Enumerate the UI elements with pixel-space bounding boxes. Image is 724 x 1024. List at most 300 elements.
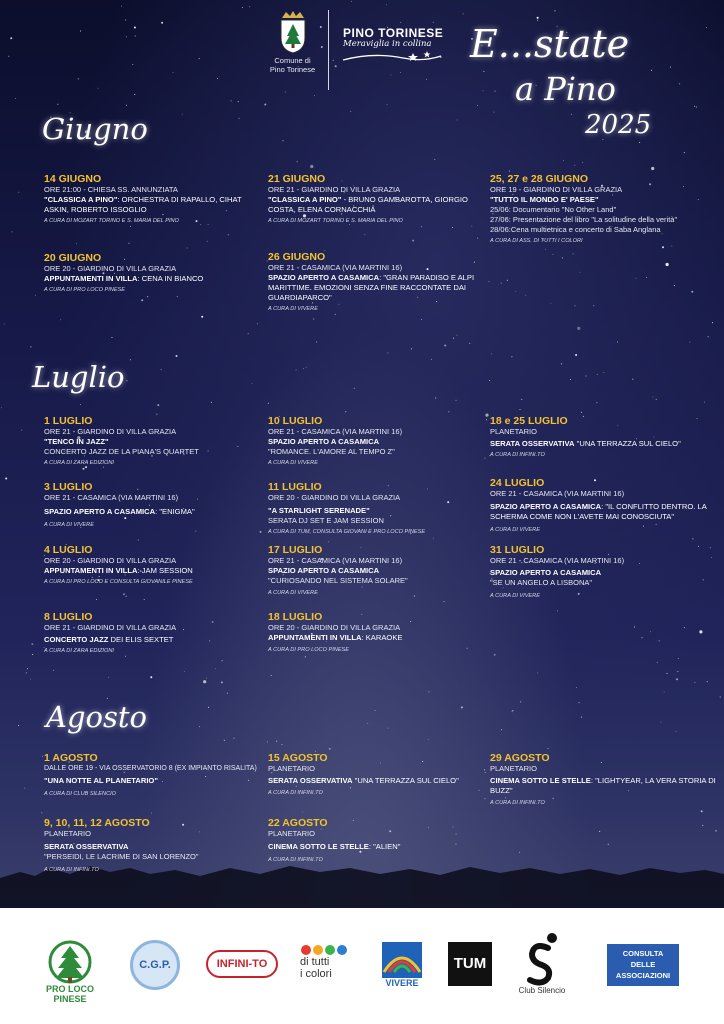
star: [550, 303, 551, 304]
event-desc: : "IL CONFLITTO DENTRO. LA SCHERMA COME NON L'AVETE MAI CONOSCIUTA": [490, 502, 707, 521]
cgp-logo: [130, 940, 180, 990]
star: [252, 383, 253, 384]
festival-year: 2025: [585, 110, 652, 140]
star: [520, 701, 521, 702]
event-name: [490, 776, 720, 796]
event-desc: CONCERTO JAZZ DE LA PIANA'S QUARTET: [44, 447, 199, 456]
star: [316, 342, 317, 343]
event-title: APPUNTAMENTI IN VILLA: [44, 566, 138, 575]
star: [125, 656, 126, 657]
infinito-label: INFINI-TO: [216, 958, 268, 970]
star: [297, 161, 298, 162]
event-name: [490, 502, 720, 522]
star: [617, 342, 618, 343]
event-time: ORE 21 - CASAMICA (VIA MARTINI 16): [268, 556, 403, 565]
star: [699, 630, 702, 633]
star: [222, 660, 223, 661]
star: [507, 280, 508, 281]
star: [27, 668, 28, 669]
pine-tree-icon: [45, 940, 95, 984]
event-date: 21 GIUGNO: [268, 173, 326, 185]
star: [603, 372, 604, 373]
star: [720, 697, 721, 698]
star: [521, 399, 522, 400]
star: [161, 369, 162, 370]
event-program-line: 27/06: Presentazione del libro "La solitudine della verità": [490, 215, 678, 224]
star: [704, 402, 705, 403]
event-name: [490, 439, 720, 449]
star: [24, 788, 25, 789]
star: [177, 296, 178, 297]
event-desc: "ROMANCE. L'AMORE AL TEMPO Z": [268, 447, 395, 456]
event-title: SPAZIO APERTO A CASAMICA: [268, 566, 380, 575]
star: [354, 388, 355, 389]
month-heading-july: Luglio: [32, 360, 125, 394]
event-name: [44, 776, 266, 786]
event-card: [44, 611, 274, 655]
event-date: 17 LUGLIO: [268, 544, 323, 556]
star: [296, 370, 297, 371]
festival-title-line2: a Pino: [515, 70, 616, 108]
event-title: CINEMA SOTTO LE STELLE: [490, 776, 591, 785]
event-name: [268, 776, 498, 786]
star: [435, 398, 436, 399]
event-card: [490, 752, 720, 807]
star: [18, 192, 19, 193]
event-title: CINEMA SOTTO LE STELLE: [268, 842, 369, 851]
star: [574, 165, 575, 166]
star: [248, 333, 249, 334]
star: [575, 354, 577, 356]
star: [387, 104, 388, 105]
event-name: [268, 273, 483, 303]
proloco-label: PRO LOCO PINESE: [45, 984, 94, 1004]
event-credit: A CURA DI VIVERE: [490, 527, 540, 533]
infinito-logo: [206, 950, 278, 978]
event-program-line: 25/06: Documentario "No Other Land": [490, 205, 617, 214]
event-card: [268, 752, 498, 797]
star: [562, 257, 563, 258]
star: [32, 654, 33, 655]
star: [691, 291, 693, 293]
event-card: [268, 173, 483, 225]
star: [224, 740, 225, 741]
event-desc: : "GRAN PARADISO E ALPI MARITTIME. EMOZIONI SENZA FINE RACCONTATE DAI GUARDIAPARCO": [268, 273, 475, 302]
event-title: SPAZIO APERTO A CASAMICA: [490, 502, 602, 511]
event-date: 11 LUGLIO: [268, 481, 322, 493]
event-title: SERATA OSSERVATIVA: [44, 842, 129, 851]
star: [642, 637, 643, 638]
event-name: [44, 195, 249, 215]
event-card: [490, 173, 718, 245]
event-credit: A CURA DI PRO LOCO PINESE: [44, 287, 126, 293]
event-card: [490, 477, 720, 534]
star: [151, 813, 152, 814]
event-desc: - BRUNO GAMBAROTTA, GIORGIO COSTA, ELENA CORNACCHIA: [268, 195, 468, 214]
event-title: APPUNTAMENTI IN VILLA: [44, 274, 138, 283]
cgp-label: C.G.P.: [139, 959, 171, 971]
star: [701, 810, 703, 812]
event-name: [268, 437, 498, 447]
star: [239, 118, 240, 119]
club-silencio-logo: [510, 932, 574, 995]
star: [26, 672, 27, 673]
star: [215, 668, 216, 669]
event-card: [44, 752, 266, 798]
event-time: ORE 21:00 - CHIESA SS. ANNUNZIATA: [44, 185, 178, 194]
star: [485, 798, 486, 799]
event-title: "CLASSICA A PINO": [268, 195, 342, 204]
event-credit: A CURA DI PRO LOCO PINESE: [268, 647, 350, 653]
event-desc: : CENA IN BIANCO: [137, 274, 204, 283]
star: [60, 319, 61, 320]
event-desc: : KARAOKE: [361, 633, 403, 642]
event-title: SERATA OSSERVATIVA: [490, 439, 575, 448]
event-card: [44, 817, 274, 874]
event-card: [44, 252, 249, 294]
event-program-line: 28/06:Cena multietnica e concerto di Saba Anglana: [490, 225, 661, 234]
star: [501, 729, 502, 730]
event-name: [268, 566, 498, 576]
event-credit: A CURA DI ZARA EDIZIONI: [44, 648, 114, 654]
star: [677, 671, 678, 672]
star: [310, 165, 313, 168]
event-card: [268, 817, 498, 864]
event-card: [44, 481, 274, 529]
star: [461, 706, 463, 708]
star: [431, 359, 432, 360]
star: [684, 627, 685, 628]
sponsor-footer: [0, 908, 724, 1024]
event-card: [268, 415, 498, 467]
star: [42, 756, 43, 757]
star: [31, 643, 33, 645]
star: [471, 226, 472, 227]
vivere-logo: [382, 942, 422, 988]
star: [112, 337, 113, 338]
brand-tagline: Meraviglia in collina: [343, 39, 432, 49]
rainbow-people-icon: [382, 942, 422, 978]
event-date: 24 LUGLIO: [490, 477, 545, 489]
event-time: PLANETARIO: [268, 829, 315, 838]
star: [702, 825, 703, 826]
star: [712, 322, 713, 323]
star: [674, 285, 675, 286]
star: [581, 412, 582, 413]
event-desc: "SE UN ANGELO A LISBONA": [490, 578, 593, 587]
tum-label: TUM: [453, 955, 487, 972]
event-name: [44, 635, 274, 645]
star: [666, 263, 669, 266]
event-desc: : ORCHESTRA DI RAPALLO, CIHAT ASKIN, ROBERTO ISSOGLIO: [44, 195, 242, 214]
star: [561, 363, 562, 364]
event-title: "TENCO IN JAZZ": [44, 437, 109, 446]
star: [456, 400, 457, 401]
star: [597, 374, 598, 375]
star: [511, 356, 512, 357]
star: [260, 531, 262, 533]
star: [80, 404, 81, 405]
star: [257, 323, 258, 324]
star: [126, 596, 127, 597]
star: [520, 409, 521, 410]
event-desc: : JAM SESSION: [137, 566, 193, 575]
star: [207, 241, 208, 242]
club-silencio-label: Club Silencio: [518, 986, 566, 995]
event-desc: "PERSEIDI, LE LACRIME DI SAN LORENZO": [44, 852, 199, 861]
star: [671, 246, 672, 247]
star: [708, 336, 709, 337]
event-credit: A CURA DI VIVERE: [268, 590, 318, 596]
star: [444, 345, 446, 347]
event-credit: A CURA DI INFINI.TO: [268, 790, 323, 796]
event-credit: A CURA DI TUM, CONSULTA GIOVANI E PRO LOCO PINESE: [268, 529, 426, 535]
event-date: 26 GIUGNO: [268, 251, 326, 263]
star: [271, 675, 272, 676]
star: [452, 227, 453, 228]
star: [18, 725, 19, 726]
star: [53, 670, 54, 671]
star: [305, 656, 306, 657]
event-credit: A CURA DI CLUB SILENCIO: [44, 791, 117, 797]
star: [651, 167, 654, 170]
star: [264, 104, 266, 106]
star: [501, 283, 502, 284]
event-date: 14 GIUGNO: [44, 173, 102, 185]
star: [41, 812, 42, 813]
star: [313, 319, 314, 320]
star: [576, 687, 577, 688]
event-credit: A CURA DI INFINI.TO: [490, 800, 545, 806]
star: [4, 324, 5, 325]
event-time: DALLE ORE 19 - VIA OSSERVATORIO 8 (EX IMPIANTO RISALITA): [44, 765, 257, 772]
star: [707, 681, 708, 682]
star: [657, 662, 658, 663]
event-card: [490, 544, 720, 600]
star: [537, 673, 538, 674]
star: [563, 160, 564, 161]
star: [147, 296, 148, 297]
event-credit: A CURA DI MOZART TORINO E S. MARIA DEL PINO: [268, 218, 403, 224]
comune-label-2: Pino Torinese: [269, 65, 316, 74]
star: [512, 710, 513, 711]
event-title: "CLASSICA A PINO": [44, 195, 118, 204]
star: [182, 114, 183, 115]
star: [201, 316, 203, 318]
star: [5, 478, 7, 480]
star: [130, 226, 131, 227]
vivere-label: VIVERE: [385, 978, 419, 988]
proloco-logo: [30, 940, 110, 1004]
comune-label-1: Comune di: [274, 56, 311, 65]
star: [552, 254, 553, 255]
event-credit: A CURA DI VIVERE: [268, 460, 318, 466]
event-time: PLANETARIO: [490, 764, 537, 773]
star: [184, 671, 185, 672]
star: [57, 104, 58, 105]
star: [659, 640, 660, 641]
tum-logo: [448, 942, 492, 986]
star: [107, 698, 108, 699]
star: [375, 710, 376, 711]
event-credit: A CURA DI INFINI.TO: [490, 452, 545, 458]
brand-swoosh-icon: [343, 50, 443, 64]
star: [650, 631, 651, 632]
consulta-label-3: ASSOCIAZIONI: [615, 971, 671, 980]
event-card: [268, 481, 498, 536]
header-divider: [328, 10, 329, 90]
event-date: 22 AGOSTO: [268, 817, 328, 829]
brand-name: PINO TORINESE: [343, 26, 444, 40]
festival-title-line1: E...state: [470, 22, 630, 66]
event-time: ORE 20 - GIARDINO DI VILLA GRAZIA: [268, 623, 401, 632]
event-credit: A CURA DI ASS. DI TUTTI I COLORI: [490, 238, 583, 244]
star: [227, 693, 228, 694]
star: [434, 159, 435, 160]
star: [130, 359, 131, 360]
star: [411, 348, 412, 349]
star: [448, 411, 449, 412]
event-time: ORE 21 - CASAMICA (VIA MARTINI 16): [490, 556, 625, 565]
star: [660, 722, 661, 723]
ditutti-logo: [300, 944, 360, 980]
event-name: [268, 195, 483, 215]
star: [108, 677, 109, 678]
star: [662, 246, 664, 248]
star: [1, 407, 2, 408]
star: [35, 295, 36, 296]
event-desc: : "LIGHTYEAR, LA VERA STORIA DI BUZZ": [490, 776, 716, 795]
event-credit: A CURA DI MOZART TORINO E S. MARIA DEL PINO: [44, 218, 179, 224]
event-date: 1 AGOSTO: [44, 752, 98, 764]
star: [234, 738, 235, 739]
star: [303, 368, 304, 369]
star: [345, 411, 346, 412]
star: [632, 379, 633, 380]
star: [12, 231, 13, 232]
star: [30, 679, 31, 680]
star: [138, 540, 139, 541]
star: [433, 538, 434, 539]
star: [141, 299, 143, 301]
star: [525, 295, 526, 296]
star: [444, 601, 445, 602]
star: [512, 711, 513, 712]
month-heading-august: Agosto: [46, 700, 147, 734]
event-date: 29 AGOSTO: [490, 752, 550, 764]
star: [574, 305, 575, 306]
event-time: ORE 21 - GIARDINO DI VILLA GRAZIA: [44, 623, 177, 632]
star: [676, 731, 677, 732]
event-title: SPAZIO APERTO A CASAMICA: [490, 568, 602, 577]
event-title: SPAZIO APERTO A CASAMICA: [268, 273, 380, 282]
event-time: ORE 21 - CASAMICA (VIA MARTINI 16): [490, 489, 625, 498]
star: [634, 627, 635, 628]
event-desc: SERATA DJ SET E JAM SESSION: [268, 516, 384, 525]
event-time: ORE 21 - CASAMICA (VIA MARTINI 16): [268, 427, 403, 436]
star: [579, 272, 580, 273]
event-name: [44, 507, 274, 517]
star: [144, 599, 145, 600]
star: [494, 654, 496, 656]
star: [653, 397, 654, 398]
event-name: [44, 566, 274, 576]
star: [21, 430, 22, 431]
star: [545, 249, 546, 250]
star: [573, 253, 574, 254]
star: [208, 707, 209, 708]
event-card: [44, 415, 274, 467]
star: [489, 380, 490, 381]
event-date: 9, 10, 11, 12 AGOSTO: [44, 817, 150, 829]
star: [228, 234, 229, 235]
star: [176, 355, 178, 357]
event-title: APPUNTAMENTI IN VILLA: [268, 633, 362, 642]
star: [585, 376, 586, 377]
star: [187, 248, 188, 249]
event-time: PLANETARIO: [490, 427, 537, 436]
event-title: "UNA NOTTE AL PLANETARIO": [44, 776, 158, 785]
event-time: ORE 21 - GIARDINO DI VILLA GRAZIA: [44, 427, 177, 436]
event-name: [268, 633, 498, 643]
event-card: [268, 251, 483, 313]
star: [469, 343, 470, 344]
s-mark-icon: [524, 932, 560, 986]
event-time: ORE 20 - GIARDINO DI VILLA GRAZIA: [44, 264, 177, 273]
event-title: SPAZIO APERTO A CASAMICA: [268, 437, 380, 446]
star: [656, 399, 657, 400]
star: [150, 676, 152, 678]
event-date: 25, 27 e 28 GIUGNO: [490, 173, 589, 185]
event-date: 31 LUGLIO: [490, 544, 545, 556]
star: [581, 717, 582, 718]
event-date: 20 GIUGNO: [44, 252, 102, 264]
event-card: [44, 544, 274, 586]
color-dots-icon: [300, 944, 356, 956]
coat-of-arms-icon: [276, 10, 310, 54]
star: [646, 277, 647, 278]
star: [453, 338, 454, 339]
event-date: 4 LUGLIO: [44, 544, 93, 556]
star: [477, 238, 478, 239]
star: [329, 748, 331, 750]
event-card: [268, 544, 498, 597]
comune-crest: [265, 10, 320, 74]
event-name: [490, 568, 720, 578]
event-title: "A STARLIGHT SERENADE": [268, 506, 370, 515]
event-title: SERATA OSSERVATIVA: [268, 776, 353, 785]
star: [96, 599, 97, 600]
star: [636, 278, 637, 279]
star: [548, 748, 549, 749]
star: [387, 353, 388, 354]
star: [684, 152, 685, 153]
star: [203, 680, 206, 683]
star: [515, 291, 516, 292]
event-name: [44, 274, 249, 284]
event-desc: DEI ELIS SEXTET: [108, 635, 174, 644]
consulta-logo: [607, 944, 679, 986]
ditutti-label-1: di tutti: [300, 956, 330, 968]
event-date: 15 AGOSTO: [268, 752, 328, 764]
event-desc: : "ENIGMA": [155, 507, 195, 516]
star: [692, 538, 693, 539]
star: [195, 531, 196, 532]
star: [364, 234, 365, 235]
star: [577, 327, 580, 330]
star: [689, 342, 690, 343]
event-title: CONCERTO JAZZ: [44, 635, 109, 644]
